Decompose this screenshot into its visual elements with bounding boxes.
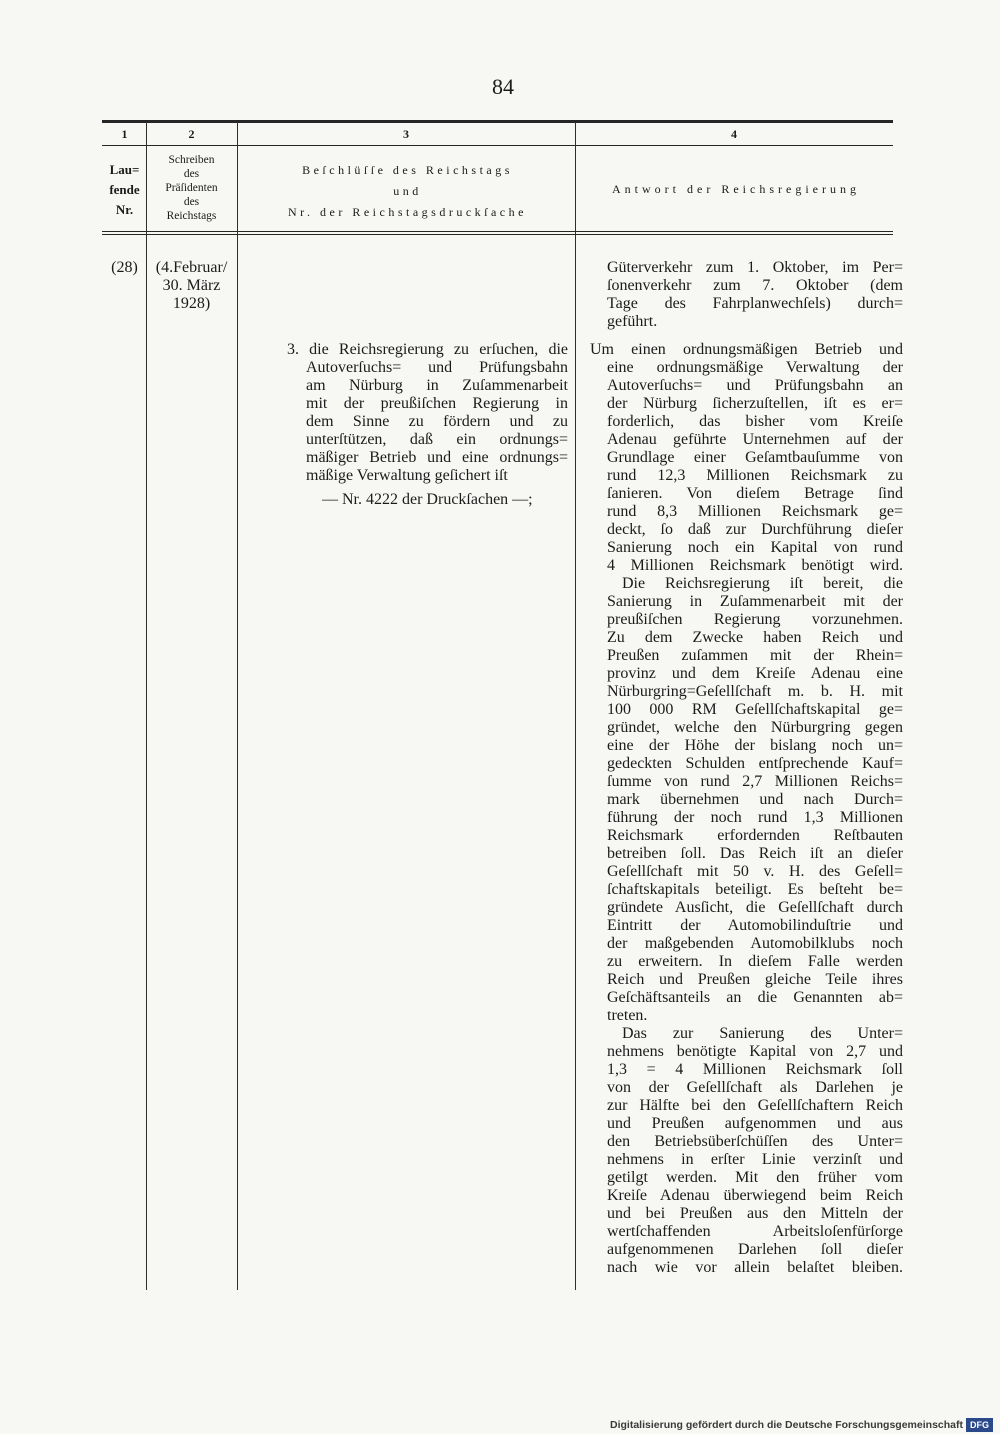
resolution-line: mäßiger Betrieb und eine ordnungs= (306, 449, 568, 466)
resolution-line: Autoverſuchs= und Prüfungsbahn (306, 359, 568, 376)
header-bottom-rule (102, 231, 893, 232)
header-resolutions (237, 160, 575, 223)
resolution-line: am Nürburg in Zuſammenarbeit (306, 377, 568, 394)
answer-line: Reich und Preußen gleiche Teile ihres (607, 971, 903, 988)
header-line: und (393, 184, 422, 198)
column-number-rule (102, 145, 893, 146)
answer-line: gründete Ausſicht, die Geſellſchaft durch (607, 899, 903, 916)
header-line: Präſidenten (165, 182, 218, 194)
letter-date-line: 1928) (172, 295, 211, 312)
answer-paragraph-2 (590, 341, 903, 575)
answer-line: Geſchäftsanteils an die Genannten ab= (607, 989, 903, 1006)
answer-line: Um einen ordnungsmäßigen Betrieb und (590, 341, 903, 358)
answer-line: nehmens benötigte Kapital von 2,7 und (607, 1043, 903, 1060)
running-number-line: (28) (111, 259, 138, 276)
answer-line: ſanieren. Von dieſem Betrage ſind (607, 485, 903, 502)
entry-government-answer (590, 259, 903, 1277)
header-line: des (183, 168, 200, 180)
answer-line: nach wie vor allein belaſtet bleiben. (607, 1259, 903, 1276)
answer-line: und Preußen aufgenommen und aus (607, 1115, 903, 1132)
column-number-1: 1 (121, 127, 128, 141)
answer-line: führung der noch rund 1,3 Millionen (607, 809, 903, 826)
header-bottom-rule-second (102, 234, 893, 235)
resolution-line: unterſtützen, daß ein ordnungs= (306, 431, 568, 448)
answer-line: ſumme von rund 2,7 Millionen Reichs= (607, 773, 903, 790)
answer-line: gründet, welche den Nürburgring gegen (607, 719, 903, 736)
answer-line: und bei Preußen aus den Mitteln der (607, 1205, 903, 1222)
header-line: des (183, 196, 200, 208)
answer-line: Kreiſe Adenau überwiegend beim Reich (607, 1187, 903, 1204)
answer-line: wertſchaffenden Arbeitsloſenfürſorge (607, 1223, 903, 1240)
column-divider-2-3 (237, 122, 238, 1290)
answer-line: Autoverſuchs= und Prüfungsbahn an (607, 377, 903, 394)
answer-line: forderlich, das bisher vom Kreiſe (607, 413, 903, 430)
answer-line: ſonenverkehr zum 7. Oktober (dem (607, 277, 903, 294)
header-line: Reichstags (166, 210, 217, 222)
answer-line: rund 8,3 Millionen Reichsmark ge= (607, 503, 903, 520)
header-president-letter (146, 153, 237, 223)
answer-line: Nürburgring=Geſellſchaft m. b. H. mit (607, 683, 903, 700)
answer-line: der Nürburg ſicherzuſtellen, iſt es er= (607, 395, 903, 412)
answer-line: geführt. (607, 313, 658, 330)
answer-line: nehmens in erſter Linie verzinſt und (607, 1151, 903, 1168)
header-line: Beſchlüſſe des Reichstags (302, 163, 513, 177)
answer-line: eine ordnungsmäßige Verwaltung der (607, 359, 903, 376)
answer-line: der maßgebenden Automobilklubs noch (607, 935, 903, 952)
answer-line: deckt, ſo daß zur Durchführung dieſer (607, 521, 903, 538)
entry-letter-dates (146, 259, 237, 313)
answer-line: Geſellſchaft mit 50 v. H. des Geſell= (607, 863, 903, 880)
answer-paragraph-3 (607, 575, 903, 1025)
answer-paragraph-1 (607, 259, 903, 331)
answer-line: den Betriebsüberſchüſſen des Unter= (607, 1133, 903, 1150)
answer-line: Das zur Sanierung des Unter= (622, 1025, 903, 1042)
page-number: 84 (492, 74, 514, 99)
answer-line: preußiſchen Regierung vorzunehmen. (607, 611, 903, 628)
entry-running-number (103, 259, 146, 277)
answer-line: Preußen zuſammen mit der Rhein= (607, 647, 903, 664)
answer-paragraph-4 (607, 1025, 903, 1277)
header-line: Antwort der Reichsregierung (612, 182, 860, 196)
table-top-rule (102, 120, 893, 123)
header-line: Lau= (109, 162, 140, 177)
answer-line: getilgt werden. Mit den früher vom (607, 1169, 903, 1186)
answer-line: Reichsmark erfordernden Reſtbauten (607, 827, 903, 844)
resolution-line: 3. die Reichsregierung zu erſuchen, die (287, 341, 568, 358)
resolution-line: mäßige Verwaltung geſichert iſt (306, 467, 508, 484)
header-line: fende (109, 182, 140, 197)
answer-line: 1,3 = 4 Millionen Reichsmark ſoll (607, 1061, 903, 1078)
letter-date-line: 30. März (162, 277, 221, 294)
answer-line: Sanierung in Zuſammenarbeit mit der (607, 593, 903, 610)
answer-line: Grundlage einer Geſamtbauſumme von (607, 449, 903, 466)
answer-line: zu erweitern. In dieſem Falle werden (607, 953, 903, 970)
answer-line: Die Reichsregierung iſt bereit, die (622, 575, 903, 592)
resolution-reference: — Nr. 4222 der Druckſachen —; (322, 491, 533, 508)
digitization-credit: Digitalisierung gefördert durch die Deutsche Forschungsgemeinschaft (610, 1419, 963, 1431)
answer-line: Tage des Fahrplanwechſels) durch= (607, 295, 903, 312)
answer-line: Sanierung noch ein Kapital von rund (607, 539, 903, 556)
answer-line: Zu dem Zwecke haben Reich und (607, 629, 903, 646)
answer-line: von der Geſellſchaft als Darlehen je (607, 1079, 903, 1096)
column-number-2: 2 (188, 127, 195, 141)
answer-line: mark übernehmen und nach Durch= (607, 791, 903, 808)
answer-line: eine der Höhe der bislang noch un= (607, 737, 903, 754)
header-line: Nr. (115, 202, 134, 217)
answer-line: rund 12,3 Millionen Reichsmark zu (607, 467, 903, 484)
answer-line: betreiben ſoll. Das Reich iſt an dieſer (607, 845, 903, 862)
column-divider-3-4 (575, 122, 576, 1290)
column-number-3: 3 (403, 127, 409, 141)
answer-line: 4 Millionen Reichsmark benötigt wird. (607, 557, 903, 574)
answer-line: aufgenommenen Darlehen ſoll dieſer (607, 1241, 903, 1258)
answer-line: gedeckten Schulden entſprechende Kauf= (607, 755, 903, 772)
answer-line: treten. (607, 1007, 648, 1024)
answer-line: Adenau geführte Unternehmen auf der (607, 431, 903, 448)
header-running-number (103, 160, 146, 220)
answer-line: provinz und dem Kreiſe Adenau eine (607, 665, 903, 682)
entry-resolution (287, 341, 568, 485)
letter-date-line: (4.Februar/ (155, 259, 228, 276)
header-line: Nr. der Reichstagsdruckſache (288, 205, 527, 219)
column-number-4: 4 (731, 127, 737, 141)
answer-line: Güterverkehr zum 1. Oktober, im Per= (607, 259, 903, 276)
answer-line: 100 000 RM Geſellſchaftskapital ge= (607, 701, 903, 718)
answer-line: ſchaftskapitals beteiligt. Es beſteht be= (607, 881, 903, 898)
resolution-line: dem Sinne zu fördern und zu (306, 413, 568, 430)
answer-line: zur Hälfte bei den Geſellſchaftern Reich (607, 1097, 903, 1114)
dfg-logo: DFG (966, 1418, 993, 1432)
header-line: Schreiben (168, 154, 215, 166)
answer-line: Eintritt der Automobilinduſtrie und (607, 917, 903, 934)
resolution-line: mit der preußiſchen Regierung in (306, 395, 568, 412)
header-government-answer (575, 180, 893, 198)
